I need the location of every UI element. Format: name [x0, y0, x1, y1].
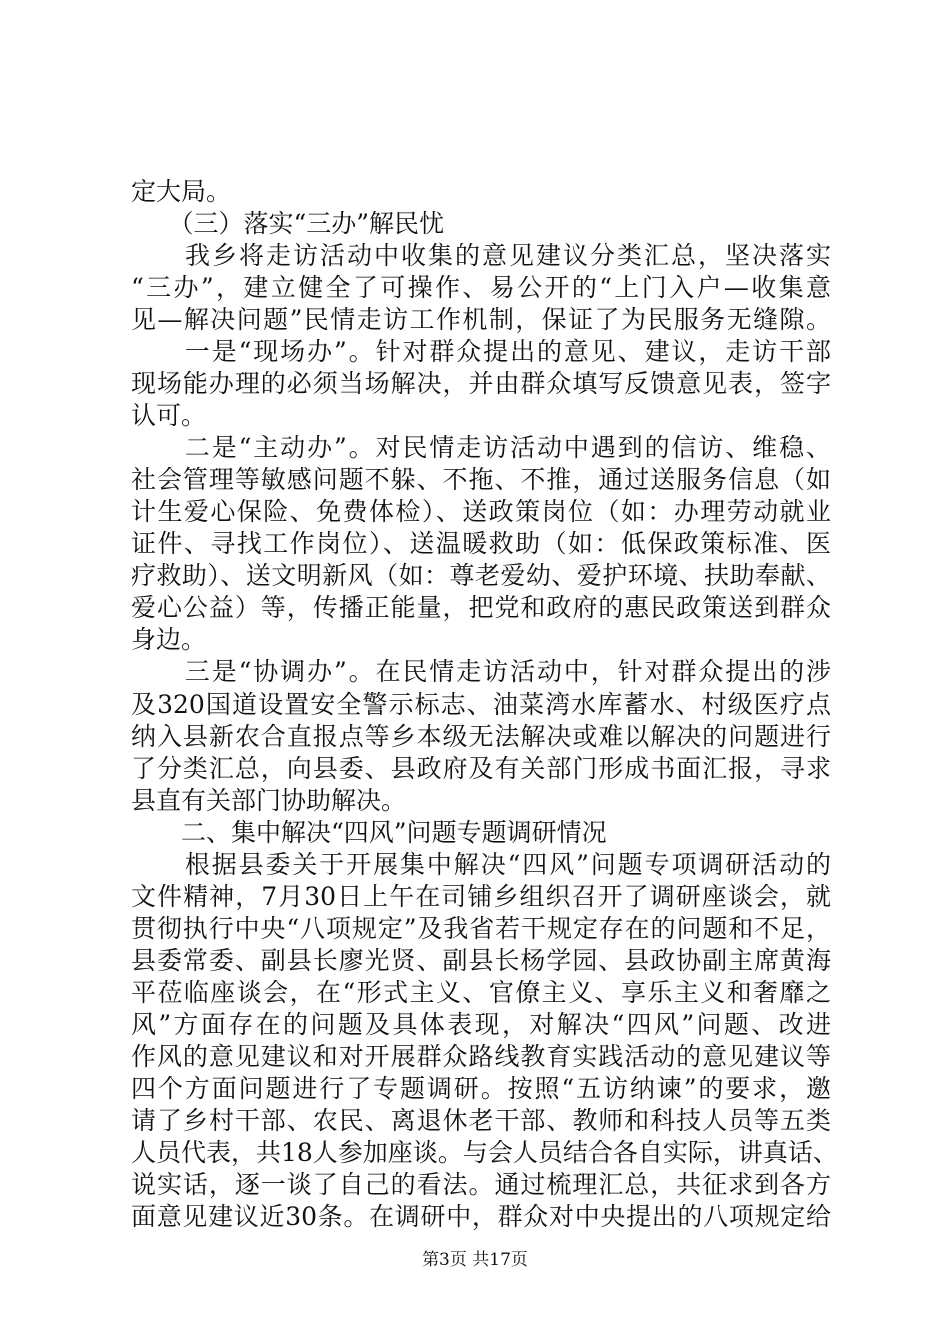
- text-line: 疗救助）、送文明新风（如：尊老爱幼、爱护环境、扶助奉献、: [131, 561, 831, 590]
- text-line: 认可。: [131, 401, 207, 430]
- page-number-footer: 第3页 共17页: [422, 1250, 528, 1270]
- text-line: 人员代表，共18人参加座谈。与会人员结合各自实际，讲真话、: [131, 1138, 838, 1167]
- text-line: 县直有关部门协助解决。: [131, 786, 407, 815]
- text-line: 文件精神，7月30日上午在司铺乡组织召开了调研座谈会，就: [131, 882, 831, 911]
- text-line: 风”方面存在的问题及具体表现，对解决“四风”问题、改进: [131, 1010, 831, 1039]
- text-line: 请了乡村干部、农民、离退休老干部、教师和科技人员等五类: [131, 1106, 831, 1135]
- text-line: 县委常委、副县长廖光贤、副县长杨学园、县政协副主席黄海: [131, 946, 831, 975]
- section-heading: （三）落实“三办”解民忧: [131, 209, 445, 238]
- text-line: 计生爱心保险、免费体检）、送政策岗位（如：办理劳动就业: [131, 497, 831, 526]
- text-line: 见—解决问题”民情走访工作机制，保证了为民服务无缝隙。: [131, 305, 831, 334]
- text-line: 了分类汇总，向县委、县政府及有关部门形成书面汇报，寻求: [131, 754, 831, 783]
- text-line: 贯彻执行中央“八项规定”及我省若干规定存在的问题和不足，: [131, 914, 831, 943]
- text-line: 身边。: [131, 625, 207, 654]
- text-line: 现场能办理的必须当场解决，并由群众填写反馈意见表，签字: [131, 369, 831, 398]
- text-line: 一是“现场办”。针对群众提出的意见、建议，走访干部: [131, 337, 831, 366]
- text-line: 平莅临座谈会，在“形式主义、官僚主义、享乐主义和奢靡之: [131, 978, 831, 1007]
- text-line: 我乡将走访活动中收集的意见建议分类汇总，坚决落实: [131, 241, 831, 270]
- text-line: 定大局。: [131, 177, 232, 206]
- text-line: 四个方面问题进行了专题调研。按照“五访纳谏”的要求，邀: [131, 1074, 831, 1103]
- section-heading: 二、集中解决“四风”问题专题调研情况: [131, 818, 607, 847]
- text-line: 面意见建议近30条。在调研中，群众对中央提出的八项规定给: [131, 1202, 831, 1231]
- text-line: “三办”，建立健全了可操作、易公开的“上门入户—收集意: [131, 273, 831, 302]
- text-line: 作风的意见建议和对开展群众路线教育实践活动的意见建议等: [131, 1042, 831, 1071]
- text-line: 三是“协调办”。在民情走访活动中，针对群众提出的涉: [131, 657, 831, 686]
- text-line: 根据县委关于开展集中解决“四风”问题专项调研活动的: [131, 850, 831, 879]
- text-line: 及320国道设置安全警示标志、油菜湾水库蓄水、村级医疗点: [131, 690, 831, 719]
- text-line: 纳入县新农合直报点等乡本级无法解决或难以解决的问题进行: [131, 722, 831, 751]
- text-line: 爱心公益）等，传播正能量，把党和政府的惠民政策送到群众: [131, 593, 831, 622]
- text-line: 社会管理等敏感问题不躲、不拖、不推，通过送服务信息（如: [131, 465, 831, 494]
- text-line: 证件、寻找工作岗位）、送温暖救助（如：低保政策标准、医: [131, 529, 831, 558]
- text-line: 说实话，逐一谈了自己的看法。通过梳理汇总，共征求到各方: [131, 1170, 831, 1199]
- text-line: 二是“主动办”。对民情走访活动中遇到的信访、维稳、: [131, 433, 831, 462]
